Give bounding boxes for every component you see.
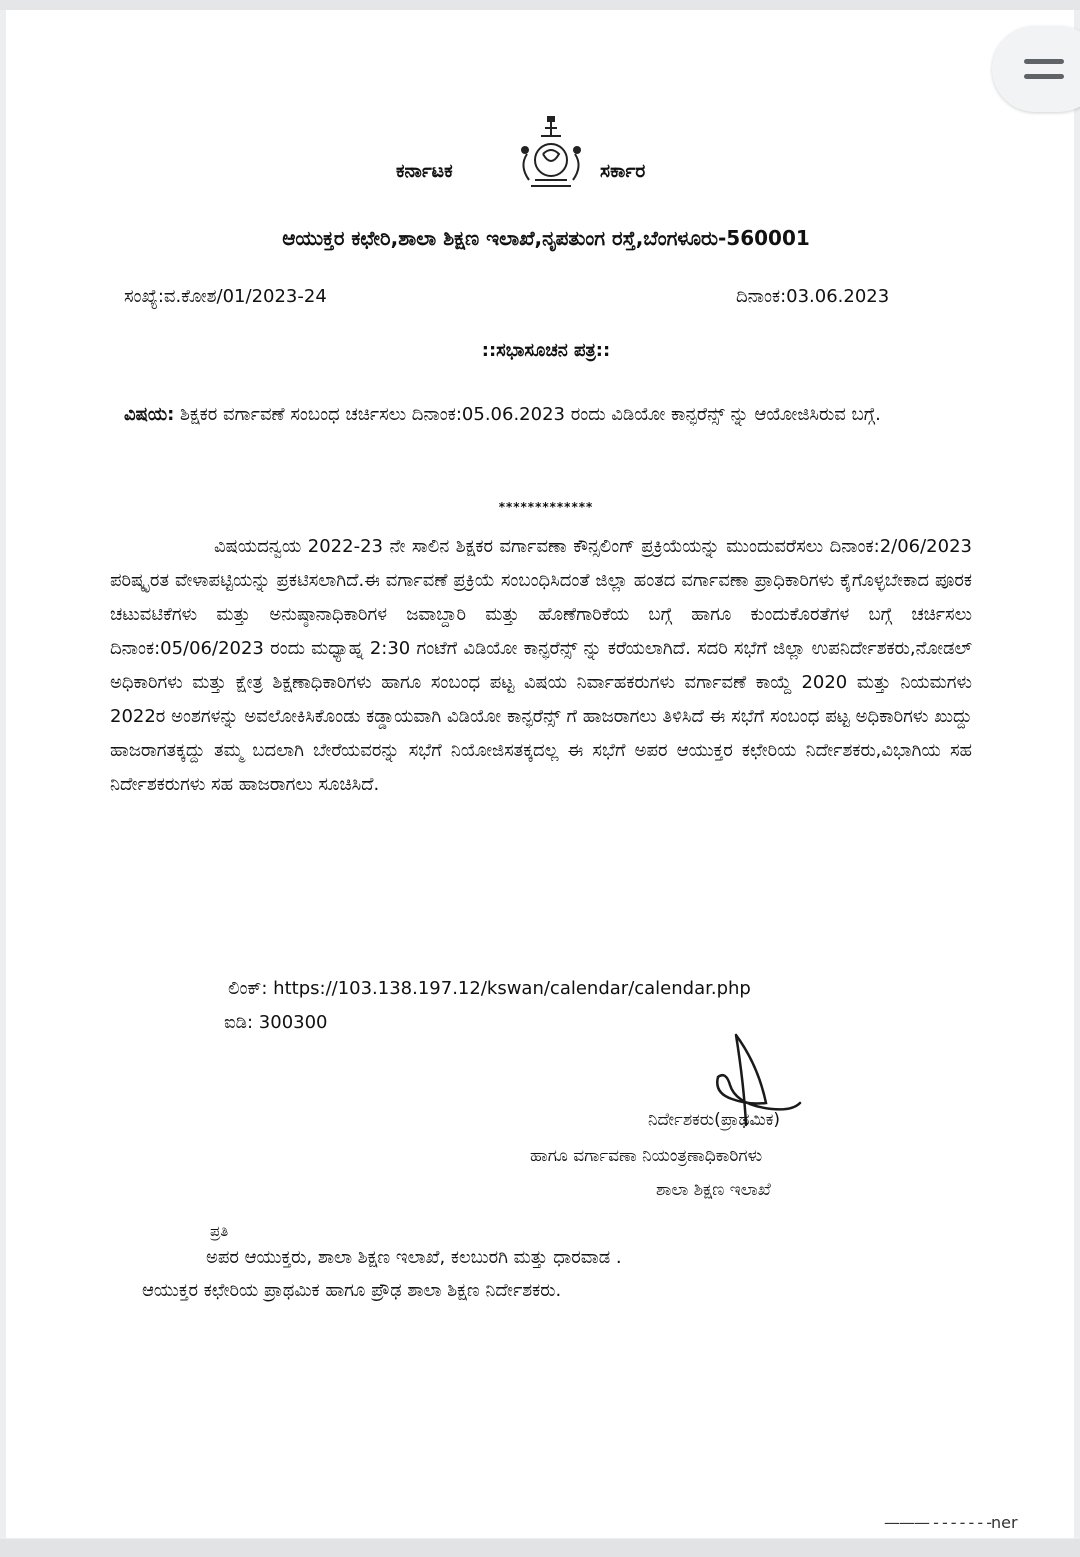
subject-text: ಶಿಕ್ಷಕರ ವರ್ಗಾವಣೆ ಸಂಬಂಧ ಚರ್ಚಿಸಲು ದಿನಾಂಕ:05.06.2023 ರಂದು ವಿಡಿಯೋ ಕಾನ್ಫರೆನ್ಸ್ ನ್ನು ಆಯೋಜಿಸಿರುವ ಬಗ್ಗೆ.	[174, 404, 881, 425]
karnataka-emblem-icon	[511, 114, 591, 194]
signatory-title: ನಿರ್ದೇಶಕರು(ಪ್ರಾಥಮಿಕ)	[648, 1110, 780, 1130]
meeting-link-label: ಲಿಂಕ್:	[228, 978, 268, 999]
reference-date: ದಿನಾಂಕ:03.06.2023	[736, 286, 890, 307]
signatory-department: ಶಾಲಾ ಶಿಕ್ಷಣ ಇಲಾಖೆ	[656, 1180, 771, 1200]
menu-button[interactable]	[992, 26, 1080, 112]
meeting-id-value: 300300	[258, 1012, 328, 1033]
subject-label: ವಿಷಯ:	[124, 404, 175, 425]
meeting-link-url[interactable]: https://103.138.197.12/kswan/calendar/calendar.php	[273, 978, 751, 999]
meeting-id-label: ಐಡಿ:	[224, 1012, 254, 1033]
footer-fragment: ——— - - - - - - -ner	[884, 1513, 1018, 1532]
meeting-link-line	[228, 978, 751, 999]
meeting-id-line	[224, 1012, 328, 1033]
separator: *************	[498, 500, 594, 514]
notice-title: ::ಸಭಾಸೂಚನ ಪತ್ರ::	[481, 340, 611, 361]
copy-to-label: ಪ್ರತಿ	[210, 1222, 229, 1240]
signatory-role: ಹಾಗೂ ವರ್ಗಾವಣಾ ನಿಯಂತ್ರಣಾಧಿಕಾರಿಗಳು	[530, 1146, 763, 1166]
office-address: ಆಯುಕ್ತರ ಕಛೇರಿ,ಶಾಲಾ ಶಿಕ್ಷಣ ಇಲಾಖೆ,ನೃಪತುಂಗ ರಸ್ತೆ,ಬೆಂಗಳೂರು-560001	[282, 226, 810, 250]
bottom-strip	[0, 1539, 1080, 1557]
gov-title-right: ಸರ್ಕಾರ	[600, 160, 646, 182]
copy-to-item: ಆಯುಕ್ತರ ಕಛೇರಿಯ ಪ್ರಾಥಮಿಕ ಹಾಗೂ ಪ್ರೌಢ ಶಾಲಾ ಶಿಕ್ಷಣ ನಿರ್ದೇಶಕರು.	[142, 1280, 562, 1301]
document-page	[6, 10, 1074, 1538]
reference-number: ಸಂಖ್ಯೆ:ವ.ಕೋಶ/01/2023-24	[124, 286, 327, 307]
subject-line	[124, 398, 974, 432]
top-status-strip	[0, 0, 1080, 10]
hamburger-menu-icon	[1024, 59, 1064, 64]
gov-title-left: ಕರ್ನಾಟಕ	[396, 160, 453, 182]
copy-to-item: ಅಪರ ಆಯುಕ್ತರು, ಶಾಲಾ ಶಿಕ್ಷಣ ಇಲಾಖೆ, ಕಲಬುರಗಿ ಮತ್ತು ಧಾರವಾಡ .	[206, 1247, 622, 1268]
body-paragraph: ವಿಷಯದನ್ವಯ 2022-23 ನೇ ಸಾಲಿನ ಶಿಕ್ಷಕರ ವರ್ಗಾವಣಾ ಕೌನ್ಸಲಿಂಗ್ ಪ್ರಕ್ರಿಯೆಯನ್ನು ಮುಂದುವರೆಸಲು ದಿನಾಂಕ:2/06/2023 ಪರಿಷ್ಕೃರತ ವೇಳಾಪಟ್ಟಿಯನ್ನು ಪ್ರಕಟಿಸಲಾಗಿದೆ.ಈ ವರ್ಗಾವಣೆ ಪ್ರಕ್ರಿಯೆ ಸಂಬಂಧಿಸಿದಂತೆ ಜಿಲ್ಲಾ ಹಂತದ ವರ್ಗಾವಣಾ ಪ್ರಾಧಿಕಾರಿಗಳು ಕೈಗೊಳ್ಳಬೇಕಾದ ಪೂರಕ ಚಟುವಟಿಕೆಗಳು ಮತ್ತು ಅನುಷ್ಠಾನಾಧಿಕಾರಿಗಳ ಜವಾಬ್ದಾರಿ ಮತ್ತು ಹೊಣೆಗಾರಿಕೆಯ ಬಗ್ಗೆ ಹಾಗೂ ಕುಂದುಕೊರತೆಗಳ ಬಗ್ಗೆ ಚರ್ಚಿಸಲು ದಿನಾಂಕ:05/06/2023 ರಂದು ಮಧ್ಯಾಹ್ನ 2:30 ಗಂಟೆಗೆ ವಿಡಿಯೋ ಕಾನ್ಫರೆನ್ಸ್ ನ್ನು ಕರೆಯಲಾಗಿದೆ. ಸದರಿ ಸಭೆಗೆ ಜಿಲ್ಲಾ ಉಪನಿರ್ದೇಶಕರು,ನೋಡಲ್ ಅಧಿಕಾರಿಗಳು ಮತ್ತು ಕ್ಷೇತ್ರ ಶಿಕ್ಷಣಾಧಿಕಾರಿಗಳು ಹಾಗೂ ಸಂಬಂಧ ಪಟ್ಟ ವಿಷಯ ನಿರ್ವಾಹಕರುಗಳು ವರ್ಗಾವಣೆ ಕಾಯ್ದೆ 2020 ಮತ್ತು ನಿಯಮಗಳು 2022ರ ಅಂಶಗಳನ್ನು ಅವಲೋಕಿಸಿಕೊಂಡು ಕಡ್ಡಾಯವಾಗಿ ವಿಡಿಯೋ ಕಾನ್ಫರೆನ್ಸ್ ಗೆ ಹಾಜರಾಗಲು ತಿಳಿಸಿದೆ ಈ ಸಭೆಗೆ ಸಂಬಂಧ ಪಟ್ಟ ಅಧಿಕಾರಿಗಳು ಖುದ್ದು ಹಾಜರಾಗತಕ್ಕದ್ದು ತಮ್ಮ ಬದಲಾಗಿ ಬೇರೆಯವರನ್ನು ಸಭೆಗೆ ನಿಯೋಜಿಸತಕ್ಕದಲ್ಲ ಈ ಸಭೆಗೆ ಅಪರ ಆಯುಕ್ತರ ಕಛೇರಿಯ ನಿರ್ದೇಶಕರು,ವಿಭಾಗಿಯ ಸಹ ನಿರ್ದೇಶಕರುಗಳು ಸಹ ಹಾಜರಾಗಲು ಸೂಚಿಸಿದೆ.	[110, 536, 972, 795]
